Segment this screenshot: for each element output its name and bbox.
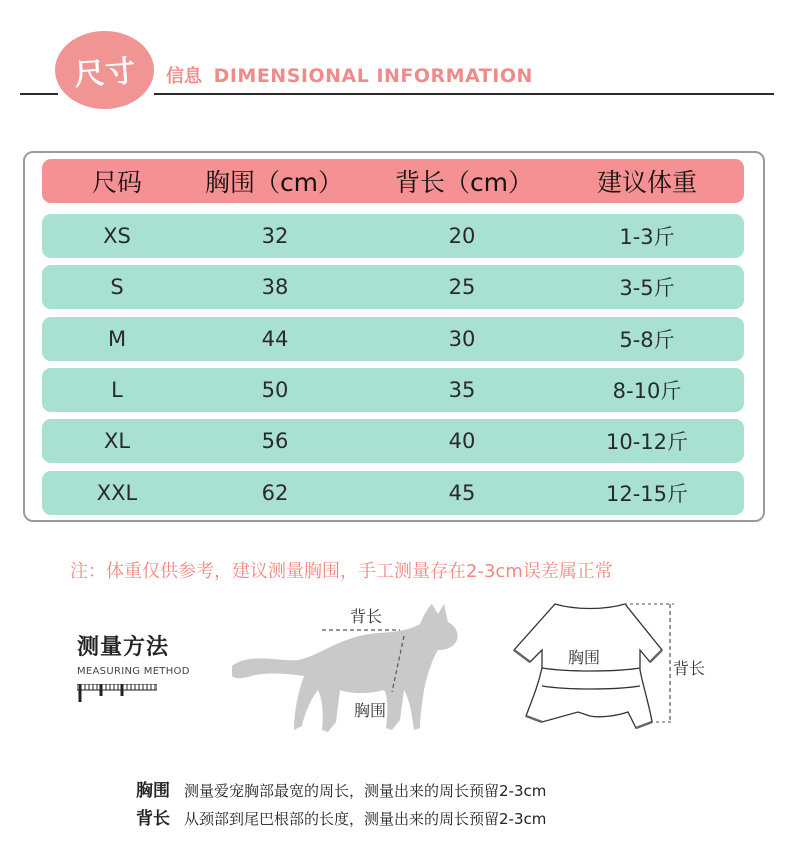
- definition-desc: 从颈部到尾巴根部的长度，测量出来的周长预留2-3cm: [184, 810, 547, 828]
- definition-desc: 测量爱宠胸部最宽的周长，测量出来的周长预留2-3cm: [184, 782, 547, 800]
- back-length-cell: 25: [448, 275, 476, 299]
- header-weight: 建议体重: [596, 168, 697, 197]
- size-cell: S: [110, 275, 124, 299]
- header-size: 尺码: [91, 168, 142, 197]
- size-cell: XXL: [96, 481, 138, 505]
- size-cell: M: [107, 327, 127, 351]
- size-cell: XS: [103, 224, 131, 248]
- chest-cell: 32: [261, 224, 289, 248]
- definition-term: 背长: [136, 809, 170, 829]
- weight-cell: 5-8斤: [619, 328, 675, 352]
- size-badge-label: 尺寸: [72, 53, 137, 94]
- method-subtitle: MEASURING METHOD: [77, 666, 190, 677]
- back-length-cell: 30: [448, 327, 476, 351]
- chest-cell: 50: [261, 378, 289, 402]
- definition-term: 胸围: [136, 781, 170, 801]
- size-cell: XL: [103, 429, 131, 453]
- section-title-en: DIMENSIONAL INFORMATION: [213, 65, 533, 87]
- back-length-cell: 20: [448, 224, 476, 248]
- method-title: 测量方法: [77, 635, 170, 660]
- back-length-cell: 40: [448, 429, 476, 453]
- back-length-cell: 45: [448, 481, 476, 505]
- weight-cell: 10-12斤: [605, 430, 689, 454]
- weight-cell: 3-5斤: [619, 276, 675, 300]
- garment-chest-label: 胸围: [568, 648, 601, 667]
- measurement-note: 注：体重仅供参考，建议测量胸围，手工测量存在2-3cm误差属正常: [70, 561, 613, 582]
- weight-cell: 1-3斤: [619, 225, 675, 249]
- header-chest: 胸围（cm）: [204, 168, 344, 197]
- back-length-cell: 35: [448, 378, 476, 402]
- chest-cell: 56: [261, 429, 289, 453]
- garment-back-label: 背长: [673, 659, 706, 678]
- section-title-cn: 信息: [166, 66, 202, 87]
- weight-cell: 12-15斤: [605, 482, 689, 506]
- chest-cell: 62: [261, 481, 289, 505]
- definition-back: [136, 804, 546, 829]
- definition-chest: [136, 776, 546, 801]
- cat-silhouette: [232, 604, 458, 732]
- size-cell: L: [111, 378, 123, 402]
- weight-cell: 8-10斤: [612, 379, 682, 403]
- chest-cell: 38: [261, 275, 289, 299]
- chest-cell: 44: [261, 327, 289, 351]
- cat-chest-label: 胸围: [354, 701, 387, 720]
- cat-back-label: 背长: [350, 607, 383, 626]
- header-back-length: 背长（cm）: [394, 168, 534, 197]
